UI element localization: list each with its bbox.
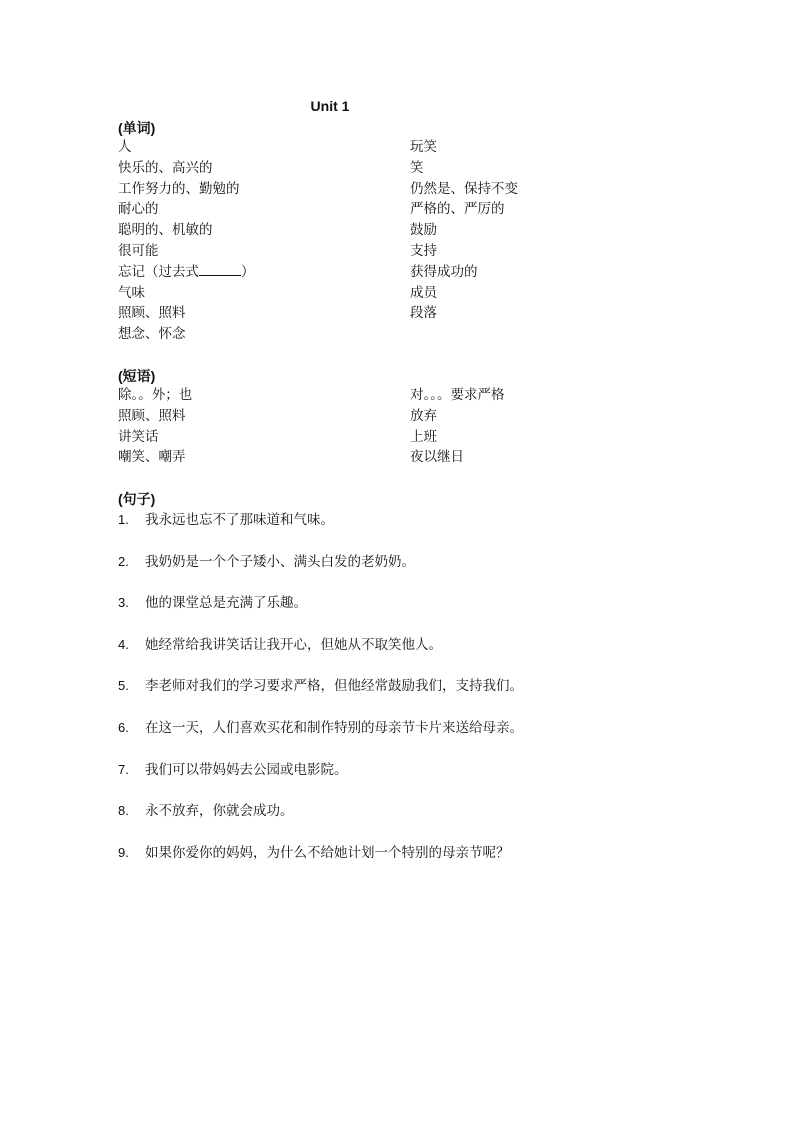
vocab-item: 快乐的、高兴的	[118, 159, 213, 176]
sentence-number: 8.	[118, 803, 129, 819]
sentence-text: 在这一天，人们喜欢买花和制作特别的母亲节卡片来送给母亲。	[145, 719, 523, 736]
sentence-number: 2.	[118, 553, 129, 569]
phrase-item: 夜以继日	[410, 449, 464, 466]
vocab-item: 耐心的	[118, 201, 159, 218]
sentence-item	[118, 635, 523, 677]
fill-in-blank	[199, 263, 241, 276]
sentence-text: 她经常给我讲笑话让我开心，但她从不取笑他人。	[145, 636, 442, 653]
phrases-heading: (短语)	[118, 368, 156, 384]
sentence-number: 1.	[118, 512, 129, 527]
sentence-item	[118, 801, 523, 843]
sentence-text: 他的课堂总是充满了乐趣。	[145, 595, 307, 612]
sentence-list	[118, 510, 523, 884]
sentence-number: 3.	[118, 595, 129, 611]
phrase-item: 嘲笑、嘲弄	[118, 449, 186, 466]
sentence-number: 7.	[118, 761, 129, 777]
vocab-item-forget-text: 忘记（过去式	[118, 263, 199, 280]
sentence-item	[118, 593, 523, 635]
sentence-item	[118, 676, 523, 718]
vocab-item: 笑	[410, 159, 424, 176]
vocab-item: 支持	[410, 242, 437, 259]
sentence-item	[118, 843, 523, 885]
vocab-item: 气味	[118, 284, 145, 301]
vocab-item-forget-suffix: ）	[241, 263, 255, 280]
vocab-item-forget	[118, 262, 255, 283]
sentence-text: 如果你爱你的妈妈，为什么不给她计划一个特别的母亲节呢？	[145, 844, 510, 861]
sentence-number: 9.	[118, 844, 129, 860]
sentence-text: 我永远也忘不了那味道和气味。	[145, 512, 334, 528]
sentence-text: 李老师对我们的学习要求严格，但他经常鼓励我们，支持我们。	[145, 678, 523, 695]
phrase-item: 放弃	[410, 407, 437, 424]
sentence-text: 我奶奶是一个个子矮小、满头白发的老奶奶。	[145, 553, 415, 570]
vocab-item: 玩笑	[410, 139, 437, 155]
page-title: Unit 1	[310, 98, 350, 114]
vocab-item: 仍然是、保持不变	[410, 180, 518, 197]
vocab-item: 成员	[410, 284, 437, 301]
phrases-list-left	[118, 385, 192, 468]
vocab-item: 鼓励	[410, 222, 437, 239]
sentence-item	[118, 718, 523, 760]
sentence-item	[118, 552, 523, 594]
phrase-item: 除。。外；也	[118, 387, 193, 403]
sentence-number: 5.	[118, 678, 129, 694]
vocab-item: 很可能	[118, 242, 159, 259]
vocab-item: 想念、怀念	[118, 326, 186, 343]
sentences-heading: (句子)	[118, 491, 156, 507]
vocab-list-right	[410, 137, 518, 324]
vocab-item: 工作努力的、勤勉的	[118, 180, 240, 197]
vocab-item: 获得成功的	[410, 263, 478, 280]
vocab-item: 照顾、照料	[118, 305, 186, 322]
phrase-item: 讲笑话	[118, 428, 159, 445]
vocab-item: 聪明的、机敏的	[118, 222, 213, 239]
phrase-item: 对。。。要求严格	[410, 387, 505, 403]
vocab-item: 人	[118, 139, 132, 155]
sentence-text: 我们可以带妈妈去公园或电影院。	[145, 761, 348, 778]
phrase-item: 上班	[410, 428, 437, 445]
vocab-list-left	[118, 137, 255, 345]
vocab-heading: (单词)	[118, 120, 156, 136]
vocab-item: 段落	[410, 305, 437, 322]
sentence-number: 6.	[118, 719, 129, 735]
sentence-text: 永不放弃，你就会成功。	[145, 803, 294, 820]
phrases-list-right	[410, 385, 505, 468]
phrase-item: 照顾、照料	[118, 407, 186, 424]
sentence-number: 4.	[118, 636, 129, 652]
vocab-item: 严格的、严厉的	[410, 201, 505, 218]
sentence-item	[118, 510, 523, 552]
sentence-item	[118, 760, 523, 802]
